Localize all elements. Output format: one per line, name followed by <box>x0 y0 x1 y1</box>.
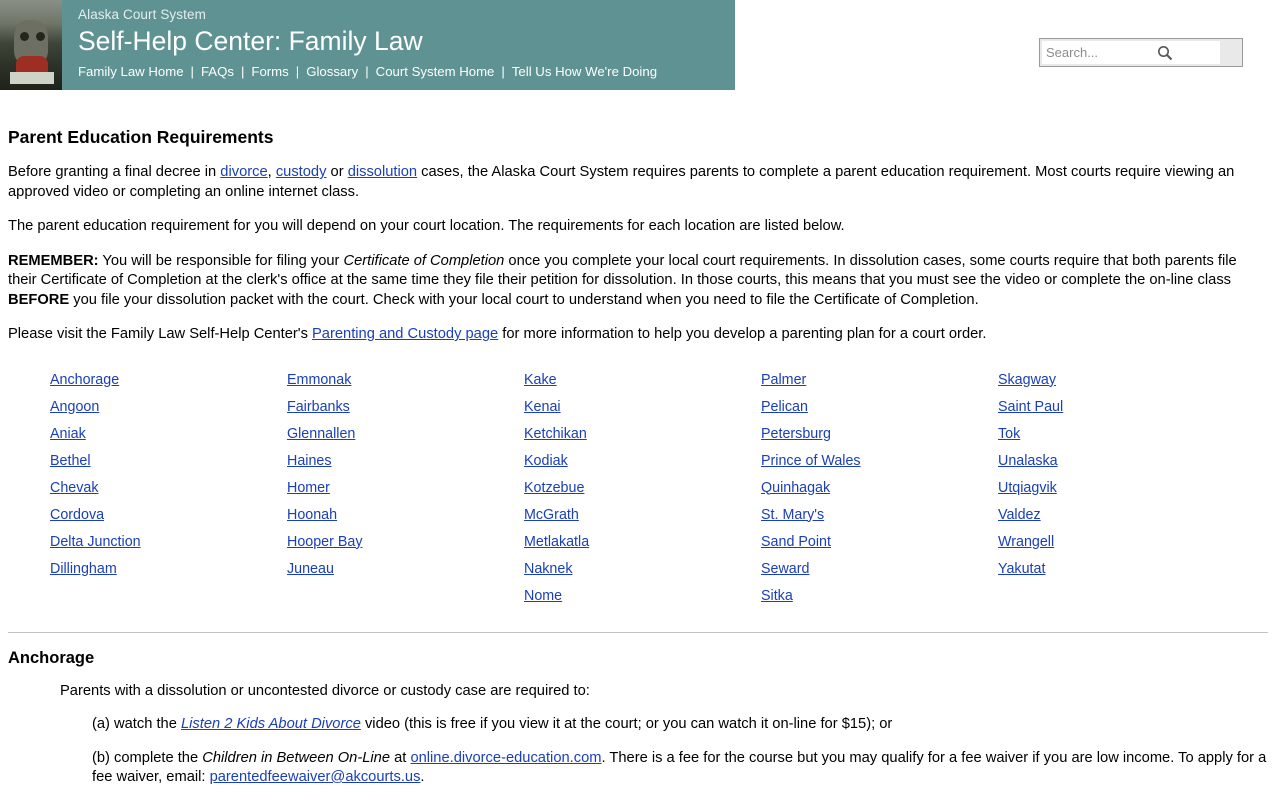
location-link-kotzebue[interactable]: Kotzebue <box>524 479 585 496</box>
header-text-block <box>62 0 735 90</box>
list-item <box>524 475 761 502</box>
anchorage-option-b <box>92 749 1268 788</box>
list-item <box>524 529 761 556</box>
link-divorce[interactable]: divorce <box>220 164 268 180</box>
location-link-glennallen[interactable]: Glennallen <box>287 425 356 442</box>
option-a-t1: (a) watch the <box>92 716 181 732</box>
remember-paragraph <box>8 252 1268 311</box>
list-item <box>524 394 761 421</box>
anchorage-section-title: Anchorage <box>8 648 95 667</box>
location-link-utqiagvik[interactable]: Utqiagvik <box>998 479 1057 496</box>
nav-separator: | <box>295 64 300 79</box>
location-link-aniak[interactable]: Aniak <box>50 425 86 442</box>
option-a-t2: video (this is free if you view it at the court; or you can watch it on-line for $15); or <box>360 716 893 732</box>
option-b-t3: . There is a fee for the course but you may qualify for a fee waiver if you are low income. To apply for a fee waiver, email: <box>92 749 1267 785</box>
list-item <box>524 502 761 529</box>
nav-item-faqs[interactable]: FAQs <box>200 64 234 79</box>
site-header <box>0 0 735 90</box>
location-link-haines[interactable]: Haines <box>287 452 332 469</box>
location-link-yakutat[interactable]: Yakutat <box>998 560 1046 577</box>
location-link-hooper-bay[interactable]: Hooper Bay <box>287 533 363 550</box>
location-link-kodiak[interactable]: Kodiak <box>524 452 568 469</box>
location-link-sand-point[interactable]: Sand Point <box>761 533 831 550</box>
list-item <box>761 556 998 583</box>
location-link-tok[interactable]: Tok <box>998 425 1021 442</box>
list-item <box>998 502 1063 529</box>
main-nav <box>78 63 735 80</box>
location-link-naknek[interactable]: Naknek <box>524 560 573 577</box>
p1-text-after: cases, the Alaska Court System requires parents to complete a parent education requirement. Most courts require viewing an approved video or completing an online internet class. <box>8 164 1235 200</box>
list-item <box>50 529 287 556</box>
nav-item-forms[interactable]: Forms <box>251 64 289 79</box>
location-link-bethel[interactable]: Bethel <box>50 452 91 469</box>
list-item <box>524 583 761 610</box>
list-item <box>761 448 998 475</box>
search-input[interactable] <box>1042 41 1220 64</box>
remember-label: REMEMBER: <box>8 252 99 269</box>
p3-t3: you file your dissolution packet with the court. Check with your local court to understand when you need to file the Certificate of Completion. <box>69 291 979 308</box>
location-link-angoon[interactable]: Angoon <box>50 398 100 415</box>
location-column-1 <box>50 367 287 610</box>
location-link-fairbanks[interactable]: Fairbanks <box>287 398 350 415</box>
list-item <box>761 475 998 502</box>
intro-paragraph-2: The parent education requirement for you will depend on your court location. The requirements for each location are listed below. <box>8 218 845 234</box>
location-link-kake[interactable]: Kake <box>524 371 557 388</box>
location-link-anchorage[interactable]: Anchorage <box>50 371 120 388</box>
list-item <box>524 448 761 475</box>
location-link-st-marys[interactable]: St. Mary's <box>761 506 825 523</box>
list-item <box>761 583 998 610</box>
location-link-valdez[interactable]: Valdez <box>998 506 1041 523</box>
list-item <box>287 394 524 421</box>
location-link-wrangell[interactable]: Wrangell <box>998 533 1055 550</box>
location-link-homer[interactable]: Homer <box>287 479 330 496</box>
p1-or: or <box>326 164 348 180</box>
location-links <box>8 367 1268 610</box>
list-item <box>998 529 1063 556</box>
location-link-prince-of-wales[interactable]: Prince of Wales <box>761 452 861 469</box>
list-item <box>50 367 287 394</box>
location-link-kenai[interactable]: Kenai <box>524 398 561 415</box>
location-link-seward[interactable]: Seward <box>761 560 810 577</box>
before-emphasis: BEFORE <box>8 291 70 308</box>
list-item <box>998 394 1063 421</box>
main-content <box>0 126 1280 788</box>
location-link-juneau[interactable]: Juneau <box>287 560 334 577</box>
list-item <box>287 475 524 502</box>
search-button[interactable] <box>1220 39 1240 66</box>
totem-eye-left <box>20 32 29 41</box>
location-link-ketchikan[interactable]: Ketchikan <box>524 425 587 442</box>
link-listen-2-kids-about-divorce[interactable]: Listen 2 Kids About Divorce <box>180 716 361 732</box>
list-item <box>761 394 998 421</box>
page-title: Parent Education Requirements <box>8 127 274 147</box>
list-item <box>761 502 998 529</box>
totem-photo <box>0 0 62 90</box>
nav-item-family-law-home[interactable]: Family Law Home <box>78 64 184 79</box>
list-item <box>287 421 524 448</box>
location-link-nome[interactable]: Nome <box>524 587 563 604</box>
location-link-pelican[interactable]: Pelican <box>761 398 808 415</box>
list-item <box>761 529 998 556</box>
location-link-sitka[interactable]: Sitka <box>761 587 793 604</box>
list-item <box>50 502 287 529</box>
p1-text-before: Before granting a final decree in <box>8 164 221 180</box>
nav-item-tell-us-how-were-doing[interactable]: Tell Us How We're Doing <box>511 64 658 79</box>
site-title: Self-Help Center: Family Law <box>78 26 423 56</box>
list-item <box>998 556 1063 583</box>
location-column-3 <box>524 367 761 610</box>
location-link-saint-paul[interactable]: Saint Paul <box>998 398 1064 415</box>
link-custody[interactable]: custody <box>275 164 327 180</box>
search-icon <box>1157 45 1173 61</box>
location-column-5 <box>998 367 1063 610</box>
list-item <box>998 475 1063 502</box>
list-item <box>287 502 524 529</box>
link-divorce-education-site[interactable]: online.divorce-education.com <box>410 749 602 766</box>
list-item <box>998 448 1063 475</box>
location-link-petersburg[interactable]: Petersburg <box>761 425 831 442</box>
list-item <box>50 394 287 421</box>
intro-paragraph-1 <box>8 163 1268 202</box>
list-item <box>998 421 1063 448</box>
list-item <box>761 421 998 448</box>
list-item <box>287 529 524 556</box>
nav-item-court-system-home[interactable]: Court System Home <box>375 64 495 79</box>
list-item <box>50 556 287 583</box>
section-divider <box>8 632 1268 633</box>
location-link-delta-junction[interactable]: Delta Junction <box>50 533 141 550</box>
location-link-hoonah[interactable]: Hoonah <box>287 506 338 523</box>
option-b-t1: (b) complete the <box>92 749 203 766</box>
list-item <box>287 448 524 475</box>
location-link-palmer[interactable]: Palmer <box>761 371 807 388</box>
list-item <box>761 367 998 394</box>
list-item <box>287 367 524 394</box>
location-link-unalaska[interactable]: Unalaska <box>998 452 1058 469</box>
nav-separator: | <box>240 64 245 79</box>
location-link-dillingham[interactable]: Dillingham <box>50 560 117 577</box>
location-link-metlakatla[interactable]: Metlakatla <box>524 533 590 550</box>
p3-t2: once you complete your local court requirements. In dissolution cases, some courts require that both parents file their Certificate of Completion at the clerk's office at the same time they file their petition for dissolution. In those courts, this means that you must see the video or complete the on-line class <box>8 252 1237 288</box>
nav-item-glossary[interactable]: Glossary <box>306 64 359 79</box>
location-column-4 <box>761 367 998 610</box>
option-b-t2: at <box>390 749 411 766</box>
location-link-emmonak[interactable]: Emmonak <box>287 371 352 388</box>
list-item <box>50 448 287 475</box>
location-link-mcgrath[interactable]: McGrath <box>524 506 579 523</box>
totem-eye-right <box>36 32 45 41</box>
p1-comma: , <box>267 164 276 180</box>
location-link-quinhagak[interactable]: Quinhagak <box>761 479 831 496</box>
option-b-t4: . <box>420 769 425 785</box>
anchorage-option-a <box>92 715 1268 735</box>
location-link-skagway[interactable]: Skagway <box>998 371 1057 388</box>
p4-t1: Please visit the Family Law Self-Help Center's <box>8 326 313 342</box>
link-fee-waiver-email[interactable]: parentedfeewaiver@akcourts.us <box>209 769 421 785</box>
p4-t2: for more information to help you develop a parenting plan for a court order. <box>498 326 987 342</box>
totem-base <box>10 72 54 84</box>
list-item <box>524 367 761 394</box>
list-item <box>50 475 287 502</box>
parenting-custody-paragraph <box>8 325 1268 345</box>
list-item <box>287 556 524 583</box>
children-in-between-italic: Children in Between On-Line <box>202 749 391 766</box>
anchorage-intro: Parents with a dissolution or uncontested divorce or custody case are required to: <box>60 682 590 699</box>
location-column-2 <box>287 367 524 610</box>
nav-separator: | <box>190 64 194 79</box>
p3-t1: You will be responsible for filing your <box>98 252 344 269</box>
location-link-cordova[interactable]: Cordova <box>50 506 105 523</box>
link-dissolution[interactable]: dissolution <box>347 164 418 180</box>
search-box[interactable] <box>1039 38 1243 67</box>
list-item <box>524 556 761 583</box>
nav-separator: | <box>365 64 369 79</box>
location-link-chevak[interactable]: Chevak <box>50 479 99 496</box>
nav-separator: | <box>501 64 505 79</box>
certificate-of-completion-italic: Certificate of Completion <box>343 252 505 269</box>
list-item <box>524 421 761 448</box>
list-item <box>50 421 287 448</box>
site-org: Alaska Court System <box>78 7 206 22</box>
list-item <box>998 367 1063 394</box>
link-parenting-and-custody-page[interactable]: Parenting and Custody page <box>312 326 499 342</box>
